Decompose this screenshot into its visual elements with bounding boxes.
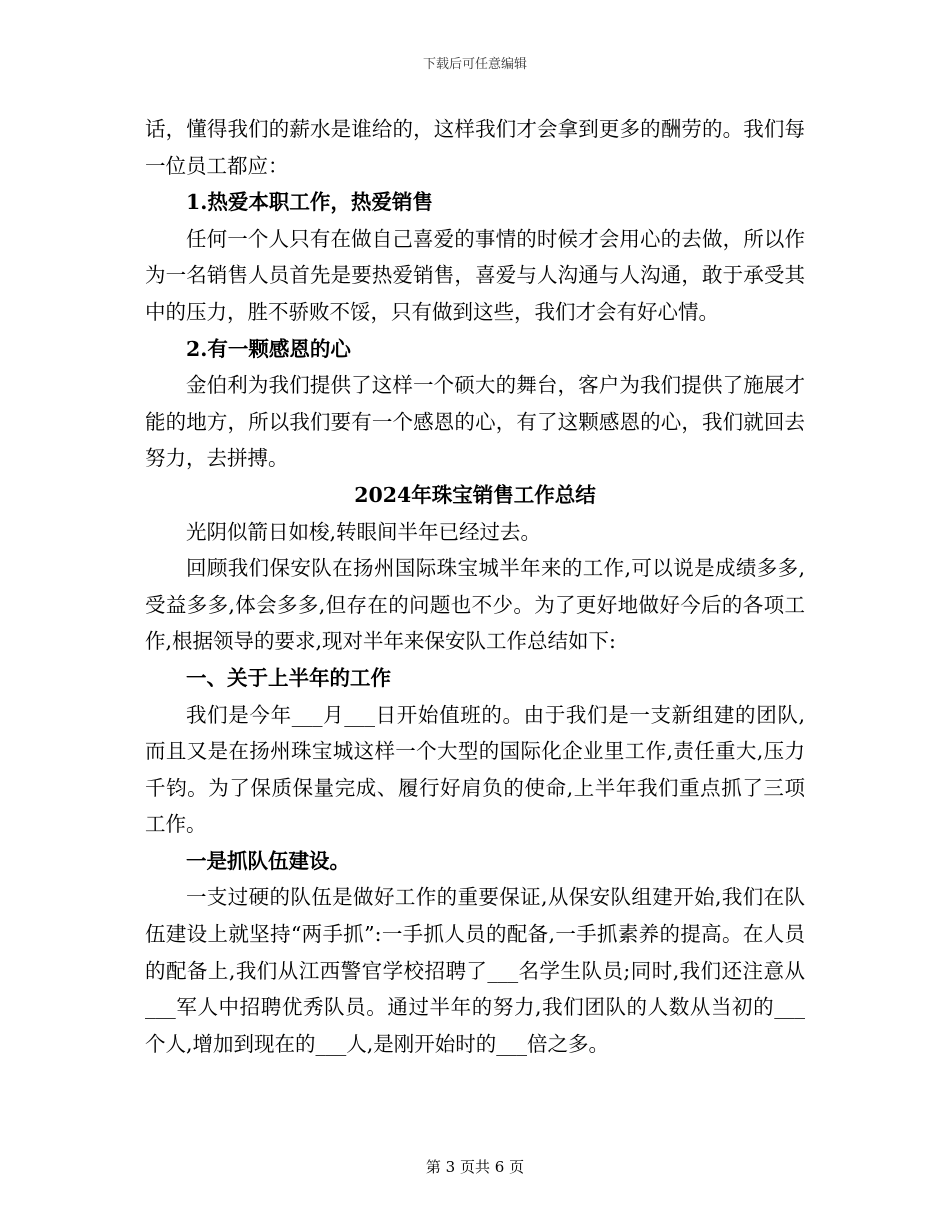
heading-grateful-heart: 2.有一颗感恩的心 [186,336,351,361]
paragraph-duty-start: 我们是今年___月___日开始值班的。由于我们是一支新组建的团队,而且又是在扬州珠宝城这样一个大型的国际化企业里工作,责任重大,压力千钧。为了保质保量完成、履行好肩负的使命,上半年我们重点抓了三项工作。 [145,702,805,837]
page-footer: 第 3 页共 6 页 [425,1158,525,1176]
paragraph-grateful: 金伯利为我们提供了这样一个硕大的舞台，客户为我们提供了施展才能的地方，所以我们要有一个感恩的心，有了这颗感恩的心，我们就回去努力，去拼搏。 [145,373,805,471]
document-body [145,111,805,1062]
heading-first-half-work: 一、关于上半年的工作 [186,665,391,690]
heading-team-building: 一是抓队伍建设。 [186,848,350,873]
paragraph-time-flies: 光阴似箭日如梭,转眼间半年已经过去。 [186,519,542,544]
paragraph-salary-continuation: 话，懂得我们的薪水是谁给的，这样我们才会拿到更多的酬劳的。我们每一位员工都应： [145,117,805,178]
paragraph-love-sales: 任何一个人只有在做自己喜爱的事情的时候才会用心的去做，所以作为一名销售人员首先是要热爱销售，喜爱与人沟通与人沟通，敢于承受其中的压力，胜不骄败不馁，只有做到这些，我们才会有好心情。 [145,226,805,324]
heading-love-work: 1.热爱本职工作，热爱销售 [186,190,433,215]
page-header: 下载后可任意编辑 [422,57,527,72]
paragraph-review: 回顾我们保安队在扬州国际珠宝城半年来的工作,可以说是成绩多多,受益多多,体会多多,但存在的问题也不少。为了更好地做好今后的各项工作,根据领导的要求,现对半年来保安队工作总结如下: [145,556,805,654]
document-title: 2024年珠宝销售工作总结 [354,482,596,507]
paragraph-team-building: 一支过硬的队伍是做好工作的重要保证,从保安队组建开始,我们在队伍建设上就坚持“两手抓”:一手抓人员的配备,一手抓素养的提高。在人员的配备上,我们从江西警官学校招聘了___名学生队员;同时,我们还注意从___军人中招聘优秀队员。通过半年的努力,我们团队的人数从当初的___个人,增加到现在的___人,是刚开始时的___倍之多。 [145,885,805,1056]
